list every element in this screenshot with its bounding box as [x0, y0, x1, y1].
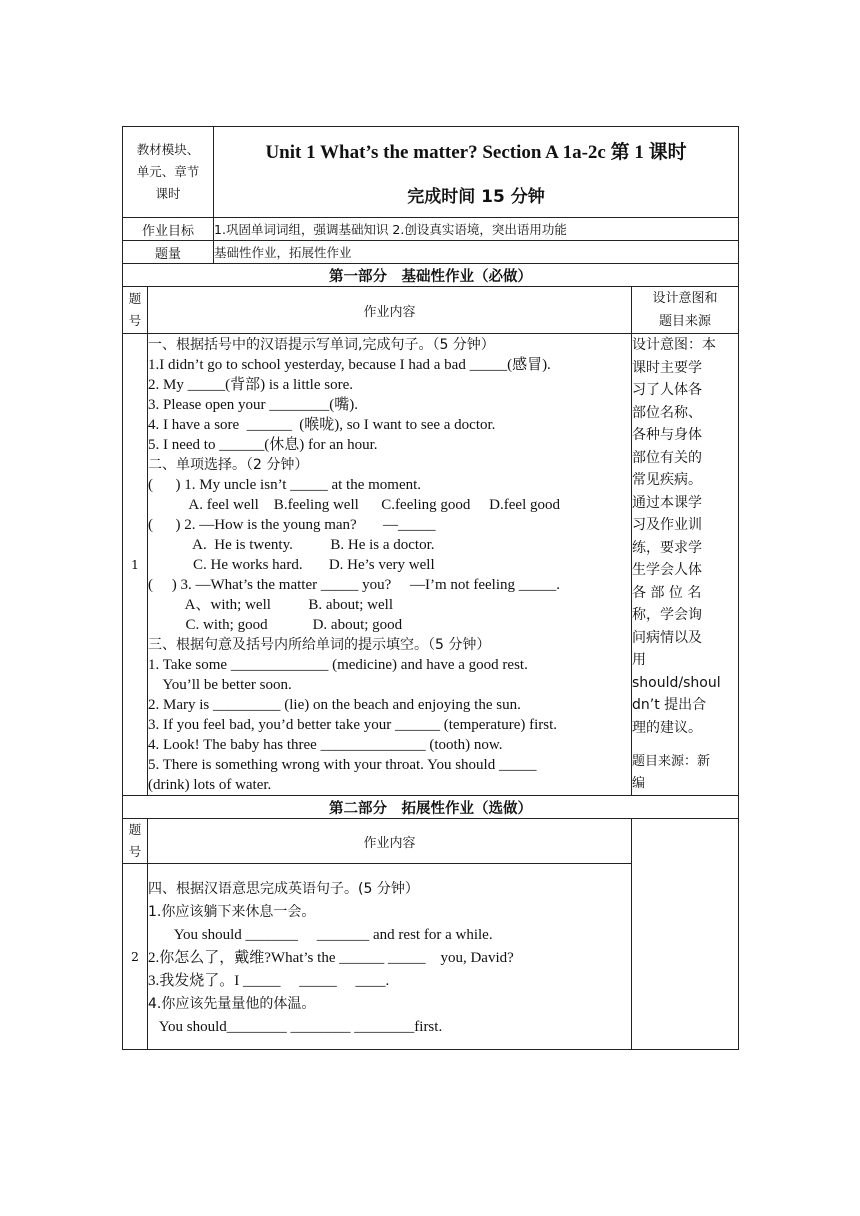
question-line: You’ll be better soon.	[148, 676, 292, 693]
part2-row-number: 2	[123, 864, 148, 1050]
question-line: 4. I have a sore ______ (喉咙), so I want to see a doctor.	[148, 416, 496, 433]
question-line: 2. My _____(背部) is a little sore.	[148, 376, 353, 393]
design-note-line: 练，要求学	[632, 539, 703, 556]
question-line: 1. Take some _____________ (medicine) and have a good rest.	[148, 656, 528, 673]
design-note-line: dn’t 提出合	[632, 697, 707, 713]
header-title-cell	[214, 127, 739, 218]
design-note-line: 部位有关的	[632, 449, 703, 466]
question-line: 3. Please open your ________(嘴).	[148, 396, 358, 413]
question-line: 4. Look! The baby has three ______________ (tooth) now.	[148, 736, 503, 753]
question-line: 2. Mary is _________ (lie) on the beach and enjoying the sun.	[148, 696, 521, 713]
lesson-title: Unit 1 What’s the matter? Section A 1a-2c 第 1 课时	[265, 142, 687, 163]
question-line: 1.你应该躺下来休息一会。	[148, 904, 316, 920]
question-line: 一、根据括号中的汉语提示写单词,完成句子。（5 分钟）	[148, 336, 495, 353]
part2-design-cell	[632, 819, 739, 1050]
design-note-line: 生学会人体	[632, 562, 703, 578]
question-line: You should________ ________ ________first.	[148, 1019, 443, 1035]
num-header-char: 题	[128, 822, 142, 837]
question-line: C. with; good D. about; good	[148, 616, 403, 633]
amount-value: 基础性作业，拓展性作业	[214, 241, 739, 264]
design-note-line: 课时主要学	[632, 359, 703, 376]
num-header-char: 号	[128, 844, 142, 859]
design-note-line: 问病情以及	[632, 629, 703, 646]
question-line: ( ) 2. —How is the young man? —_____	[148, 516, 436, 533]
design-header-line: 设计意图和	[652, 291, 718, 306]
question-line: You should _______ _______ and rest for a while.	[148, 927, 493, 943]
header-left-label	[123, 127, 214, 218]
source-note-line: 题目来源：新	[632, 754, 711, 769]
design-note-line: 设计意图：本	[632, 337, 717, 353]
design-note-line: 习及作业训	[632, 517, 703, 533]
design-note-line: 通过本课学	[632, 494, 703, 511]
question-line: ( ) 1. My uncle isn’t _____ at the moment.	[148, 476, 422, 493]
question-line: 3.我发烧了。I _____ _____ ____.	[148, 973, 390, 989]
question-line: 1.I didn’t go to school yesterday, because I had a bad _____(感冒).	[148, 356, 551, 373]
design-note-line: should/shoul	[632, 674, 721, 691]
part2-num-header	[123, 819, 148, 864]
design-note-line: 称，学会询	[632, 607, 703, 623]
design-note-line: 部位名称、	[632, 404, 703, 421]
homework-sheet	[122, 126, 739, 1050]
goal-value: 1.巩固单词词组，强调基础知识 2.创设真实语境，突出语用功能	[214, 218, 739, 241]
design-note-line: 各种与身体	[632, 427, 703, 443]
part2-title: 第二部分 拓展性作业（选做）	[123, 796, 739, 819]
question-line: 5. There is something wrong with your throat. You should _____	[148, 756, 537, 773]
question-line: 3. If you feel bad, you’d better take your ______ (temperature) first.	[148, 716, 558, 733]
design-note-line: 各 部 位 名	[632, 584, 702, 601]
part1-num-header	[123, 287, 148, 334]
design-note-line: 理的建议。	[632, 719, 703, 736]
question-line: ( ) 3. —What’s the matter _____ you? —I’m not feeling _____.	[148, 576, 560, 593]
question-line: (drink) lots of water.	[148, 776, 272, 793]
question-line: 5. I need to ______(休息) for an hour.	[148, 436, 378, 453]
header-label-line: 单元、章节	[136, 164, 200, 179]
question-line: 四、根据汉语意思完成英语句子。(5 分钟）	[148, 881, 419, 897]
question-line: 三、根据句意及括号内所给单词的提示填空。（5 分钟）	[148, 636, 491, 653]
num-header-char: 题	[128, 291, 142, 306]
part2-questions	[148, 864, 632, 1050]
part1-questions	[148, 334, 632, 796]
question-line: 2.你怎么了，戴维?What’s the ______ _____ you, David?	[148, 950, 514, 966]
amount-label: 题量	[123, 241, 214, 264]
question-line: A. He is twenty. B. He is a doctor.	[148, 536, 435, 553]
header-label-line: 教材模块、	[136, 142, 200, 157]
question-line: 二、单项选择。（2 分钟）	[148, 456, 309, 473]
design-note-line: 常见疾病。	[632, 472, 703, 488]
num-header-char: 号	[128, 313, 142, 328]
question-line: A. feel well B.feeling well C.feeling good D.feel good	[148, 496, 560, 513]
part1-content-header: 作业内容	[148, 287, 632, 334]
design-note-line: 习了人体各	[632, 382, 703, 398]
completion-time: 完成时间 15 分钟	[407, 187, 545, 207]
goal-label: 作业目标	[123, 218, 214, 241]
design-note-line: 用	[632, 652, 647, 668]
part1-design-header	[632, 287, 739, 334]
question-line: A、with; well B. about; well	[148, 596, 393, 613]
part1-row-number: 1	[123, 334, 148, 796]
part1-title: 第一部分 基础性作业（必做）	[123, 264, 739, 287]
question-line: C. He works hard. D. He’s very well	[148, 556, 435, 573]
part1-design-notes	[632, 334, 739, 796]
source-note-line: 编	[632, 776, 646, 791]
part2-content-header: 作业内容	[148, 819, 632, 864]
question-line: 4.你应该先量量他的体温。	[148, 996, 316, 1012]
design-header-line: 题目来源	[659, 314, 712, 329]
header-label-line: 课时	[155, 186, 181, 201]
